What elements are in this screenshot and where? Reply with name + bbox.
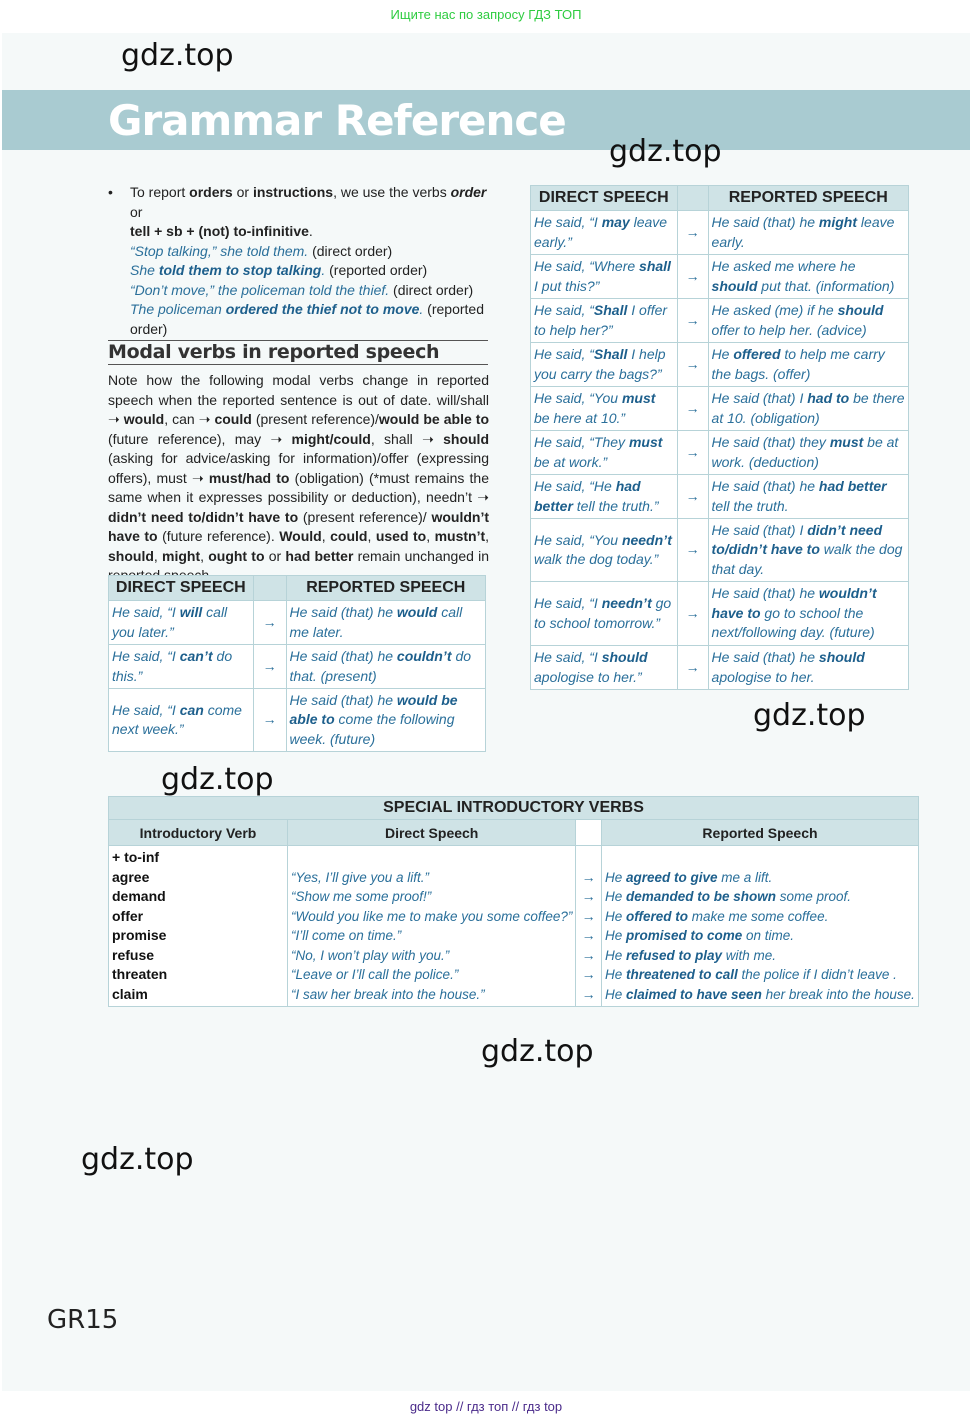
- direct-speech-cell: [531, 255, 678, 299]
- reported-speech-cell: [708, 211, 908, 255]
- direct-speech-cell: [531, 519, 678, 582]
- modal-verb: must: [621, 390, 656, 406]
- direct-text: leave early.”: [534, 214, 668, 250]
- direct-text: He said, “I: [112, 648, 180, 664]
- introductory-verb: claim: [112, 985, 148, 1002]
- modal-verb: needn’t: [621, 531, 672, 548]
- reported-text: He said (that) they: [711, 434, 830, 450]
- reported-verb: demanded to be shown: [626, 889, 777, 904]
- arrow-icon: →: [581, 907, 596, 924]
- column-header-spacer: [677, 186, 708, 211]
- modal-verb: should: [711, 277, 758, 294]
- arrow-icon: →: [253, 601, 286, 645]
- reported-text: on time.: [742, 928, 795, 943]
- intro-bold: instructions: [252, 184, 334, 200]
- direct-text: He said, “You: [534, 390, 622, 406]
- verb-list: [109, 846, 288, 1007]
- direct-text: I help you carry the bags?”: [534, 346, 666, 382]
- arrow-icon: →: [253, 645, 286, 689]
- reported-text: do that. (present): [289, 648, 472, 684]
- modal-verb: Shall: [593, 302, 628, 318]
- arrow-icon: →: [581, 888, 596, 904]
- column-header-direct: Direct Speech: [287, 820, 575, 846]
- modal-verb: may: [601, 214, 630, 230]
- reported-speech-cell: [286, 645, 485, 689]
- example-highlight: told them to stop talking: [158, 262, 322, 278]
- direct-speech-cell: [531, 646, 678, 690]
- column-header-direct: DIRECT SPEECH: [531, 186, 678, 211]
- reported-text: He said (that) I: [711, 390, 808, 406]
- direct-speech-cell: [531, 211, 678, 255]
- direct-text: He said, “: [534, 302, 594, 318]
- arrow-icon: →: [253, 689, 286, 752]
- reported-speech-cell: [708, 255, 908, 299]
- direct-text: I put this?”: [534, 277, 600, 294]
- example-label: (reported order): [130, 301, 484, 337]
- direct-text: He said, “He: [534, 478, 616, 494]
- direct-speech-line: “Show me some proof!”: [290, 889, 432, 904]
- example-label: (direct order): [308, 242, 393, 259]
- reported-text: He asked (me) if he: [711, 302, 838, 318]
- table-row: [531, 475, 909, 519]
- direct-speech-line: “I saw her break into the house.”: [290, 986, 485, 1002]
- direct-text: apologise to her.”: [534, 668, 642, 685]
- arrow-icon: →: [677, 475, 708, 519]
- reported-text: He said (that) he: [711, 585, 819, 602]
- reported-verb: agreed to give: [626, 869, 718, 885]
- reported-text: leave early.: [711, 214, 895, 250]
- arrow-icon: →: [677, 343, 708, 387]
- modal-verb: can: [179, 701, 204, 718]
- direct-text: walk the dog today.”: [534, 551, 659, 567]
- reported-text: He said (that) he: [711, 214, 819, 230]
- special-verbs-title: SPECIAL INTRODUCTORY VERBS: [109, 797, 919, 820]
- column-header-reported: REPORTED SPEECH: [708, 186, 908, 211]
- table-row: [531, 431, 909, 475]
- arrow-icon: →: [677, 646, 708, 690]
- direct-text: He said, “I: [534, 595, 602, 611]
- table-row: [531, 211, 909, 255]
- spacer: [579, 848, 598, 868]
- reported-speech-cell: [708, 299, 908, 343]
- reported-text: He asked me where he: [711, 258, 856, 274]
- direct-text: tell the truth.”: [572, 497, 659, 514]
- reported-text: He said (that) I: [711, 521, 808, 538]
- reported-text: He: [604, 967, 626, 982]
- reported-text: tell the truth.: [711, 497, 789, 514]
- reported-text: the police if I didn’t leave .: [737, 967, 897, 982]
- intro-rule: tell + sb + (not) to-infinitive: [130, 223, 309, 239]
- arrow-icon: →: [581, 985, 596, 1002]
- table-row: [531, 582, 909, 646]
- table-row: [531, 646, 909, 690]
- reported-text: He said (that) he: [711, 649, 819, 665]
- direct-speech-cell: [531, 475, 678, 519]
- modal-verb: would: [396, 604, 438, 620]
- direct-text: call you later.”: [112, 604, 228, 640]
- reported-text: He: [604, 986, 626, 1002]
- modal-verb: should: [837, 302, 884, 318]
- reported-text: He: [711, 346, 734, 362]
- modal-verb: Shall: [593, 346, 628, 362]
- example-sentence: The policeman: [130, 301, 226, 317]
- reported-text: put that. (information): [757, 277, 895, 294]
- arrow-list: [576, 846, 602, 1007]
- modal-table-left: [108, 575, 486, 752]
- watermark: gdz.top: [121, 38, 234, 73]
- introductory-verb: promise: [112, 927, 167, 943]
- watermark: gdz.top: [81, 1142, 194, 1177]
- spacer: [291, 848, 572, 868]
- direct-list: [287, 846, 575, 1007]
- page-title: Grammar Reference: [108, 96, 566, 145]
- reported-text: call me later.: [289, 604, 463, 640]
- direct-speech-cell: [531, 431, 678, 475]
- direct-speech-line: “No, I won’t play with you.”: [290, 947, 450, 963]
- reported-speech-cell: [286, 601, 485, 645]
- direct-speech-line: “Leave or I’ll call the police.”: [290, 967, 459, 982]
- modal-verb: must: [628, 434, 663, 450]
- reported-speech-line: [605, 926, 915, 946]
- reported-speech-line: [605, 946, 915, 966]
- example-sentence: “Don’t move,” the policeman told the thief.: [130, 281, 390, 298]
- reported-verb: threatened to call: [626, 967, 738, 982]
- direct-text: come next week.”: [112, 701, 242, 737]
- footer-links[interactable]: gdz top // гдз топ // гдз top: [409, 1399, 563, 1414]
- reported-speech-cell: [286, 689, 485, 752]
- reported-speech-line: [605, 907, 915, 927]
- modal-verb: wouldn’t have to: [711, 585, 877, 621]
- direct-text: be here at 10.”: [534, 409, 626, 426]
- example-label: (direct order): [389, 281, 474, 298]
- modal-verb: can’t: [179, 648, 213, 664]
- reported-text: her break into the house.: [761, 986, 915, 1002]
- table-row: [531, 343, 909, 387]
- special-verbs-table: [108, 796, 919, 1007]
- direct-text: He said, “I: [112, 604, 180, 620]
- reported-text: come the following week. (future): [289, 711, 455, 747]
- arrow-icon: →: [581, 966, 596, 982]
- direct-speech-cell: [531, 387, 678, 431]
- introductory-verb: offer: [112, 907, 144, 924]
- arrow-icon: →: [677, 431, 708, 475]
- direct-text: He said, “: [534, 346, 594, 362]
- direct-text: He said, “I: [534, 214, 602, 230]
- introductory-verb: refuse: [112, 946, 155, 963]
- modal-verb: will: [179, 604, 203, 620]
- reported-speech-line: [605, 868, 915, 888]
- page-number: GR15: [47, 1305, 119, 1335]
- direct-speech-line: “I’ll come on time.”: [290, 928, 402, 943]
- reported-speech-line: [605, 965, 915, 985]
- direct-speech-line: “Would you like me to make you some coffee?”: [290, 908, 573, 924]
- reported-text: walk the dog that day.: [711, 541, 903, 577]
- modal-verb: might: [818, 214, 858, 230]
- watermark: gdz.top: [609, 134, 722, 169]
- intro-text: or: [232, 184, 253, 200]
- direct-speech-cell: [109, 601, 254, 645]
- modal-verb: shall: [639, 258, 671, 274]
- direct-text: He said, “You: [534, 531, 622, 548]
- direct-text: be at work.”: [534, 453, 608, 470]
- direct-text: He said, “I: [112, 701, 180, 718]
- reported-verb: offered to: [626, 908, 689, 924]
- reported-text: He: [604, 889, 626, 904]
- direct-text: He said, “I: [534, 649, 602, 665]
- arrow-icon: →: [677, 582, 708, 646]
- modal-verb: had to: [807, 390, 850, 406]
- example-sentence: She: [130, 262, 159, 278]
- intro-text: or: [130, 203, 143, 220]
- reported-text: He: [604, 908, 626, 924]
- group-label: + to-inf: [112, 849, 160, 865]
- spacer: [605, 848, 915, 868]
- reported-speech-line: [605, 985, 915, 1005]
- modal-table-right: [530, 185, 909, 690]
- reported-text: He: [604, 869, 626, 885]
- top-note[interactable]: Ищите нас по запросу ГДЗ ТОП: [390, 7, 582, 22]
- direct-text: I offer to help her?”: [534, 302, 668, 338]
- reported-text: offer to help her. (advice): [711, 321, 867, 338]
- example-sentence: .: [321, 262, 326, 278]
- reported-text: be at work. (deduction): [711, 434, 899, 470]
- reported-speech-cell: [708, 519, 908, 582]
- arrow-icon: →: [677, 387, 708, 431]
- table-row: [531, 519, 909, 582]
- modal-verb: had better: [818, 478, 887, 494]
- reported-speech-cell: [708, 387, 908, 431]
- direct-text: He said, “Where: [534, 258, 640, 274]
- reported-verb: claimed to have seen: [626, 986, 762, 1002]
- table-row: [531, 299, 909, 343]
- column-header-spacer: [576, 820, 602, 846]
- intro-text: , we use the verbs: [333, 184, 451, 200]
- reported-speech-cell: [708, 343, 908, 387]
- reported-list: [601, 846, 918, 1007]
- reported-text: me a lift.: [717, 869, 773, 885]
- table-row: [109, 645, 486, 689]
- reported-text: apologise to her.: [711, 668, 815, 685]
- reported-text: with me.: [722, 947, 777, 963]
- bullet-icon: •: [108, 184, 113, 200]
- introductory-verb: threaten: [112, 966, 168, 982]
- modal-note: Note how the following modal verbs change in reported speech when the reported sentence is out of date. will/shall ➝ would, can ➝ could (present reference)/would be able to (future reference), may ➝ might/could, shall ➝ should (asking for advice/asking for information)/offer (expressing offers), must ➝ must/had to (obligation) (*must remains the same when it expresses possibility or deduction), needn’t ➝ didn’t need to/didn’t have to (present reference)/ wouldn’t have to (future reference). Would, could, used to, mustn’t, should, might, ought to or had better remain unchanged in: [108, 372, 490, 564]
- reported-text: He said (that) he: [289, 648, 397, 664]
- modal-verb: must: [829, 434, 864, 450]
- arrow-icon: →: [677, 519, 708, 582]
- direct-text: go to school tomorrow.”: [534, 595, 672, 631]
- reported-verb: promised to come: [626, 928, 743, 943]
- watermark: gdz.top: [161, 762, 274, 797]
- column-header-direct: DIRECT SPEECH: [109, 576, 254, 601]
- example-highlight: ordered the thief not to move: [225, 301, 420, 317]
- example-sentence: .: [419, 301, 424, 317]
- column-header-verb: Introductory Verb: [109, 820, 288, 846]
- modal-verb: would be able to: [289, 691, 458, 728]
- modal-verb: should: [601, 649, 648, 665]
- example-sentence: “Stop talking,” she told them.: [130, 242, 309, 259]
- modal-verb: didn’t need to/didn’t have to: [711, 521, 883, 558]
- section-heading: Modal verbs in reported speech: [108, 340, 488, 365]
- reported-speech-line: [605, 887, 915, 907]
- column-header-reported: REPORTED SPEECH: [286, 576, 485, 601]
- reported-text: make me some coffee.: [688, 908, 829, 924]
- direct-speech-cell: [109, 645, 254, 689]
- intro-bullet-block: [108, 183, 490, 339]
- reported-text: He said (that) he: [289, 691, 397, 708]
- reported-text: He said (that) he: [711, 478, 819, 494]
- modal-verb: had better: [534, 478, 641, 514]
- arrow-icon: →: [581, 946, 596, 963]
- direct-speech-cell: [531, 299, 678, 343]
- introductory-verb: agree: [112, 868, 150, 885]
- table-row: [531, 255, 909, 299]
- reported-text: He said (that) he: [289, 604, 397, 620]
- direct-speech-cell: [531, 582, 678, 646]
- modal-verb: offered: [733, 346, 781, 362]
- reported-text: He: [604, 947, 626, 963]
- direct-speech-cell: [531, 343, 678, 387]
- arrow-icon: →: [581, 868, 596, 885]
- intro-bold: orders: [189, 184, 233, 200]
- reported-speech-cell: [708, 646, 908, 690]
- modal-verb: needn’t: [601, 595, 652, 611]
- modal-verb: should: [818, 649, 865, 665]
- reported-text: some proof.: [776, 889, 852, 904]
- table-row: [531, 387, 909, 431]
- intro-text: To report: [130, 184, 190, 200]
- arrow-icon: →: [677, 211, 708, 255]
- intro-bold: order: [450, 184, 487, 200]
- direct-speech-cell: [109, 689, 254, 752]
- reported-speech-cell: [708, 475, 908, 519]
- modal-verb: couldn’t: [396, 648, 452, 664]
- intro-text: .: [308, 223, 313, 239]
- watermark: gdz.top: [481, 1034, 594, 1069]
- arrow-icon: →: [677, 255, 708, 299]
- reported-text: go to school the next/following day. (future): [711, 604, 875, 641]
- direct-text: do this.”: [112, 648, 233, 684]
- reported-speech-cell: [708, 431, 908, 475]
- column-header-spacer: [253, 576, 286, 601]
- reported-text: He: [604, 928, 626, 943]
- reported-speech-cell: [708, 582, 908, 646]
- table-row: [109, 689, 486, 752]
- watermark: gdz.top: [753, 698, 866, 733]
- introductory-verb: demand: [112, 888, 166, 904]
- column-header-reported: Reported Speech: [601, 820, 918, 846]
- arrow-icon: →: [581, 927, 596, 943]
- direct-text: He said, “They: [534, 434, 629, 450]
- reported-verb: refused to play: [626, 947, 723, 963]
- arrow-icon: →: [677, 299, 708, 343]
- table-row: [109, 601, 486, 645]
- example-label: (reported order): [325, 262, 428, 278]
- reported-text: be there at 10. (obligation): [711, 390, 905, 426]
- reported-text: to help me carry the bags. (offer): [711, 346, 885, 382]
- direct-speech-line: “Yes, I’ll give you a lift.”: [290, 869, 430, 885]
